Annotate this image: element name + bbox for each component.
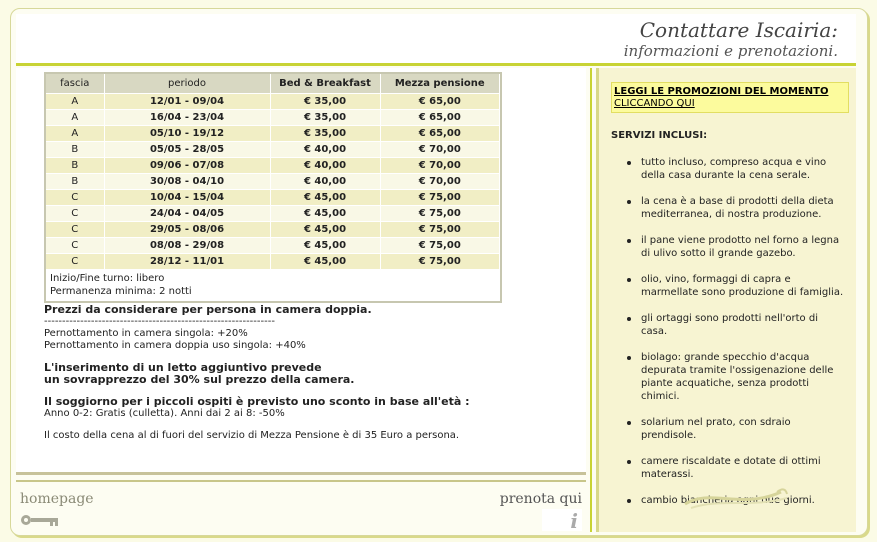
cell-bb-price: € 45,00 [270, 205, 380, 221]
cell-bb-price: € 45,00 [270, 189, 380, 205]
column-header-bb: Bed & Breakfast [270, 74, 380, 93]
cell-fascia: C [46, 205, 104, 221]
cell-periodo: 28/12 - 11/01 [104, 253, 270, 269]
extra-bed-line1: L'inserimento di un letto aggiuntivo prevede [44, 361, 322, 374]
services-title: SERVIZI INCLUSI: [611, 130, 708, 141]
cell-fascia: C [46, 221, 104, 237]
cell-fascia: A [46, 109, 104, 125]
cell-periodo: 30/08 - 04/10 [104, 173, 270, 189]
cell-periodo: 10/04 - 15/04 [104, 189, 270, 205]
table-row [46, 205, 500, 221]
cell-fascia: B [46, 157, 104, 173]
pricing-info [44, 304, 584, 442]
table-row [46, 221, 500, 237]
table-row [46, 93, 500, 109]
cell-bb-price: € 40,00 [270, 157, 380, 173]
swirl-ornament-icon [681, 484, 791, 510]
cell-fascia: A [46, 125, 104, 141]
prenota-link[interactable]: prenota qui [499, 491, 582, 507]
cell-periodo: 08/08 - 29/08 [104, 237, 270, 253]
list-item: la cena è a base di prodotti della dieta mediterranea, di nostra produzione. [627, 195, 847, 221]
promo-link[interactable]: LEGGI LE PROMOZIONI DEL MOMENTO [614, 86, 829, 97]
separator-line: ---------------------------------------------------------------- [44, 316, 275, 327]
key-icon[interactable] [20, 513, 60, 527]
cell-bb-price: € 45,00 [270, 253, 380, 269]
cell-bb-price: € 35,00 [270, 93, 380, 109]
list-item: gli ortaggi sono prodotti nell'orto di casa. [627, 312, 847, 338]
page-title: Contattare Iscairia: [639, 18, 838, 42]
footer-nav [16, 472, 586, 533]
cell-fascia: B [46, 173, 104, 189]
cell-mezza-price: € 65,00 [380, 125, 500, 141]
footer-divider [16, 480, 586, 482]
list-item: biolago: grande specchio d'acqua depurata tramite l'ossigenazione delle piante acquatiche, senza prodotti chimici. [627, 351, 847, 403]
cell-mezza-price: € 75,00 [380, 221, 500, 237]
page-subtitle: informazioni e prenotazioni. [623, 42, 838, 60]
prices-title: Prezzi da considerare per persona in camera doppia. [44, 303, 372, 316]
cell-bb-price: € 45,00 [270, 237, 380, 253]
cell-mezza-price: € 70,00 [380, 141, 500, 157]
list-item: camere riscaldate e dotate di ottimi materassi. [627, 455, 847, 481]
info-icon[interactable]: i [542, 509, 582, 531]
note-turno: Inizio/Fine turno: libero [50, 273, 165, 284]
table-row [46, 125, 500, 141]
list-item: solarium nel prato, con sdraio prendisole. [627, 416, 847, 442]
column-header-mezza-pensione: Mezza pensione [380, 74, 500, 93]
cell-periodo: 12/01 - 09/04 [104, 93, 270, 109]
list-item: olio, vino, formaggi di capra e marmellate sono produzione di famiglia. [627, 273, 847, 299]
cell-periodo: 24/04 - 04/05 [104, 205, 270, 221]
cell-bb-price: € 40,00 [270, 173, 380, 189]
cell-bb-price: € 35,00 [270, 125, 380, 141]
column-divider [590, 68, 592, 532]
cell-mezza-price: € 65,00 [380, 93, 500, 109]
extra-bed-line2: un sovrapprezzo del 30% sul prezzo della camera. [44, 373, 355, 386]
table-header-row [46, 74, 500, 93]
cell-fascia: C [46, 237, 104, 253]
children-discount: Anno 0-2: Gratis (culletta). Anni dai 2 ai 8: -50% [44, 408, 285, 419]
price-table-box [44, 72, 502, 303]
cell-bb-price: € 45,00 [270, 221, 380, 237]
cell-fascia: B [46, 141, 104, 157]
cell-fascia: C [46, 253, 104, 269]
table-row [46, 141, 500, 157]
dinner-cost: Il costo della cena al di fuori del servizio di Mezza Pensione è di 35 Euro a persona. [44, 430, 460, 441]
cell-mezza-price: € 70,00 [380, 173, 500, 189]
note-permanenza: Permanenza minima: 2 notti [50, 286, 192, 297]
list-item: il pane viene prodotto nel forno a legna di ulivo sotto il grande gazebo. [627, 234, 847, 260]
children-title: Il soggiorno per i piccoli ospiti è previsto uno sconto in base all'età : [44, 395, 470, 408]
column-header-periodo: periodo [104, 74, 270, 93]
table-row [46, 173, 500, 189]
cell-fascia: A [46, 93, 104, 109]
page-header [16, 14, 856, 66]
promo-click-link[interactable]: CLICCANDO QUI [614, 98, 695, 109]
main-content [16, 68, 586, 472]
cell-bb-price: € 40,00 [270, 141, 380, 157]
cell-periodo: 16/04 - 23/04 [104, 109, 270, 125]
services-list [627, 156, 847, 520]
price-table [46, 74, 500, 269]
table-row [46, 189, 500, 205]
cell-periodo: 05/05 - 28/05 [104, 141, 270, 157]
list-item: cambio biancheria ogni due giorni. [627, 494, 847, 507]
cell-mezza-price: € 75,00 [380, 189, 500, 205]
cell-bb-price: € 35,00 [270, 109, 380, 125]
table-body [46, 93, 500, 269]
cell-periodo: 29/05 - 08/06 [104, 221, 270, 237]
cell-fascia: C [46, 189, 104, 205]
list-item: tutto incluso, compreso acqua e vino della casa durante la cena serale. [627, 156, 847, 182]
cell-mezza-price: € 75,00 [380, 253, 500, 269]
doppia-singola-surcharge: Pernottamento in camera doppia uso singola: +40% [44, 340, 306, 351]
table-row [46, 109, 500, 125]
homepage-link[interactable]: homepage [20, 491, 94, 507]
cell-mezza-price: € 75,00 [380, 237, 500, 253]
column-header-fascia: fascia [46, 74, 104, 93]
cell-mezza-price: € 65,00 [380, 109, 500, 125]
sidebar [596, 68, 856, 532]
table-row [46, 253, 500, 269]
table-row [46, 157, 500, 173]
cell-periodo: 09/06 - 07/08 [104, 157, 270, 173]
table-notes [46, 269, 500, 301]
cell-mezza-price: € 70,00 [380, 157, 500, 173]
cell-mezza-price: € 75,00 [380, 205, 500, 221]
cell-periodo: 05/10 - 19/12 [104, 125, 270, 141]
promo-box [611, 82, 849, 113]
table-row [46, 237, 500, 253]
singola-surcharge: Pernottamento in camera singola: +20% [44, 328, 248, 339]
